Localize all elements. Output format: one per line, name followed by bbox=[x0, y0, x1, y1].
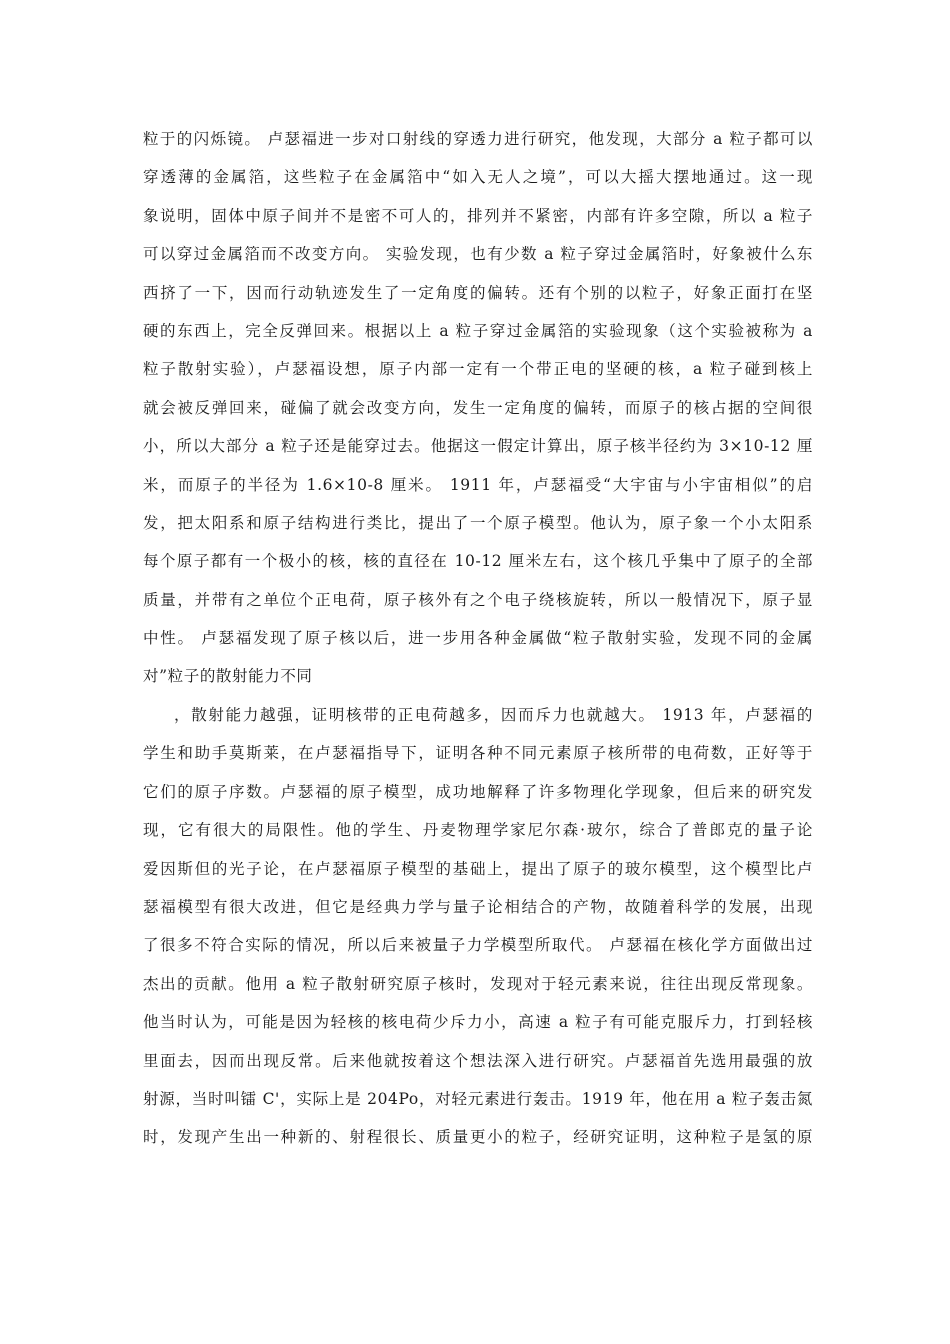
text-line: 米，而原子的半径为 1.6×10-8 厘米。 1911 年，卢瑟福受“大宇宙与小宇宙相似”的启 bbox=[143, 475, 813, 494]
text-line: 对”粒子的散射能力不同 bbox=[143, 667, 313, 686]
text-line: ，散射能力越强，证明核带的正电荷越多，因而斥力也就越大。 1913 年，卢瑟福的 bbox=[174, 706, 813, 724]
text-line: 象说明，固体中原子间并不是密不可人的，排列并不紧密，内部有许多空隙，所以 a 粒子 bbox=[143, 206, 813, 225]
text-line: 他当时认为，可能是因为轻核的核电荷少斥力小，高速 a 粒子有可能克服斥力，打到轻核 bbox=[143, 1013, 813, 1032]
text-line: 杰出的贡献。他用 a 粒子散射研究原子核时，发现对于轻元素来说，往往出现反常现象。 bbox=[143, 974, 813, 993]
text-line: 中性。 卢瑟福发现了原子核以后，进一步用各种金属做“粒子散射实验，发现不同的金属 bbox=[143, 629, 813, 648]
text-line: 学生和助手莫斯莱，在卢瑟福指导下，证明各种不同元素原子核所带的电荷数，正好等于 bbox=[143, 744, 813, 763]
text-line: 时，发现产生出一种新的、射程很长、质量更小的粒子，经研究证明，这种粒子是氢的原 bbox=[143, 1128, 813, 1147]
text-line: 粒于的闪烁镜。 卢瑟福进一步对口射线的穿透力进行研究，他发现，大部分 a 粒子都可以 bbox=[143, 130, 813, 148]
text-line: 可以穿过金属箔而不改变方向。 实验发现，也有少数 a 粒子穿过金属箔时，好象被什么东 bbox=[143, 245, 813, 264]
text-line: 了很多不符合实际的情况，所以后来被量子力学模型所取代。 卢瑟福在核化学方面做出过 bbox=[143, 936, 813, 955]
paragraph-1 bbox=[143, 120, 813, 696]
text-line: 粒子散射实验），卢瑟福设想，原子内部一定有一个带正电的坚硬的核，a 粒子碰到核上 bbox=[143, 360, 813, 379]
text-line: 爱因斯但的光子论，在卢瑟福原子模型的基础上，提出了原子的玻尔模型，这个模型比卢 bbox=[143, 859, 813, 878]
text-line: 它们的原子序数。卢瑟福的原子模型，成功地解释了许多物理化学现象，但后来的研究发 bbox=[143, 782, 813, 801]
text-line: 质量，并带有之单位个正电荷，原子核外有之个电子绕核旋转，所以一般情况下，原子显 bbox=[143, 590, 813, 609]
text-line: 小，所以大部分 a 粒子还是能穿过去。他据这一假定计算出，原子核半径约为 3×10-12 厘 bbox=[143, 437, 813, 456]
text-line: 就会被反弹回来，碰偏了就会改变方向，发生一定角度的偏转，而原子的核占据的空间很 bbox=[143, 398, 813, 417]
text-line: 射源，当时叫镭 C'，实际上是 204Po，对轻元素进行轰击。1919 年，他在用 a 粒子轰击氮 bbox=[143, 1089, 813, 1108]
text-line: 发，把太阳系和原子结构进行类比，提出了一个原子模型。他认为，原子象一个小太阳系 bbox=[143, 513, 813, 532]
text-line: 穿透薄的金属箔，这些粒子在金属箔中“如入无人之境”，可以大摇大摆地通过。这一现 bbox=[143, 168, 813, 187]
text-line: 里面去，因而出现反常。后来他就按着这个想法深入进行研究。卢瑟福首先选用最强的放 bbox=[143, 1051, 813, 1070]
text-line: 现，它有很大的局限性。他的学生、丹麦物理学家尼尔森·玻尔，综合了普郎克的量子论 bbox=[143, 821, 813, 840]
text-line: 西挤了一下，因而行动轨迹发生了一定角度的偏转。还有个别的以粒子，好象正面打在坚 bbox=[143, 283, 813, 302]
text-line: 每个原子都有一个极小的核，核的直径在 10-12 厘米左右，这个核几乎集中了原子的全部 bbox=[143, 552, 813, 571]
text-line: 瑟福模型有很大改进，但它是经典力学与量子论相结合的产物，故随着科学的发展，出现 bbox=[143, 897, 813, 916]
paragraph-2 bbox=[143, 696, 813, 1157]
text-line: 硬的东西上，完全反弹回来。根据以上 a 粒子穿过金属箔的实验现象（这个实验被称为 a bbox=[143, 321, 813, 340]
